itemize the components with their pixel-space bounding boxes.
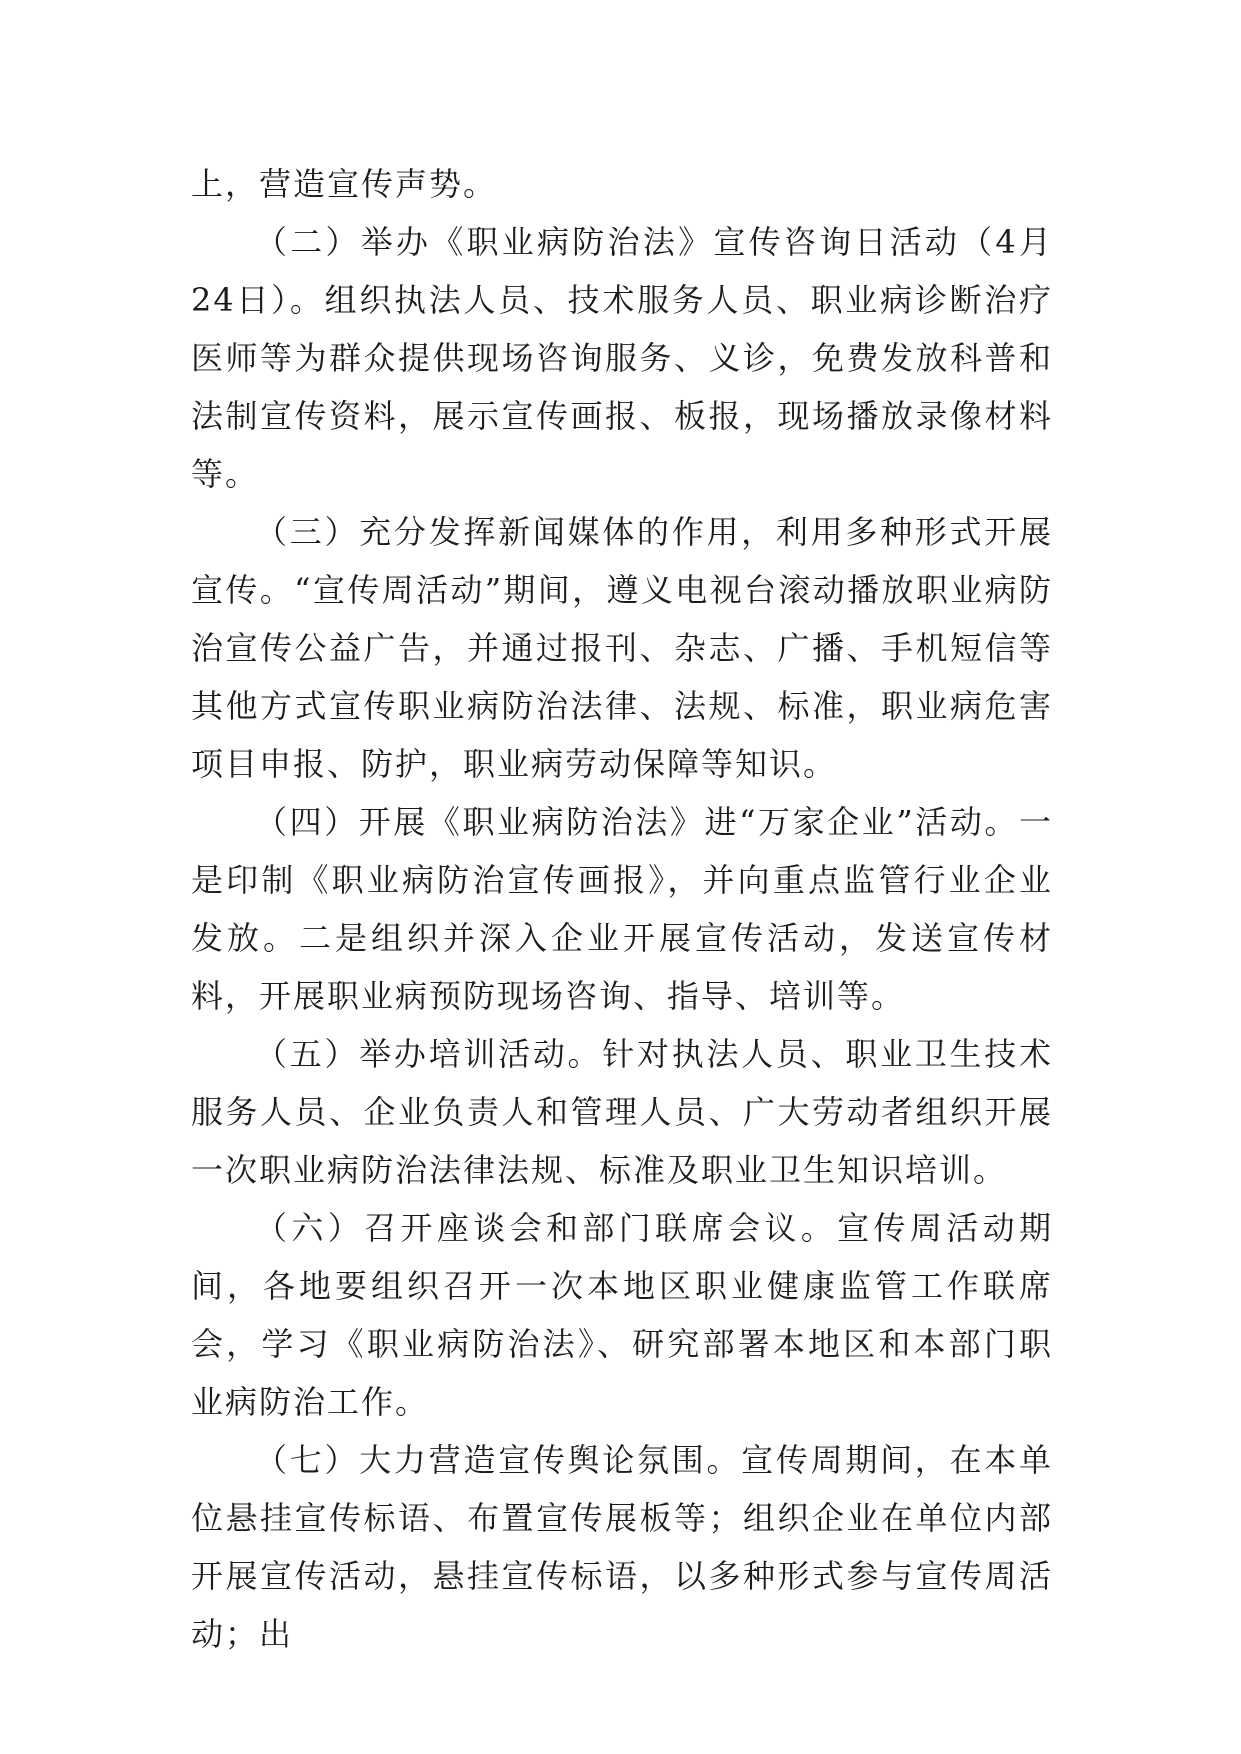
paragraph-item-7: （七）大力营造宣传舆论氛围。宣传周期间，在本单位悬挂宣传标语、布置宣传展板等；组织企业在单位内部开展宣传活动，悬挂宣传标语，以多种形式参与宣传周活动；出 [191, 1441, 1053, 1653]
paragraph-item-5: （五）举办培训活动。针对执法人员、职业卫生技术服务人员、企业负责人和管理人员、广大劳动者组织开展一次职业病防治法律法规、标准及职业卫生知识培训。 [191, 1035, 1053, 1189]
document-body [191, 155, 1053, 1663]
paragraph-continuation: 上，营造宣传声势。 [191, 165, 498, 203]
paragraph-item-3: （三）充分发挥新闻媒体的作用，利用多种形式开展宣传。“宣传周活动”期间，遵义电视台滚动播放职业病防治宣传公益广告，并通过报刊、杂志、广播、手机短信等其他方式宣传职业病防治法律、法规、标准，职业病危害项目申报、防护，职业病劳动保障等知识。 [191, 513, 1053, 783]
paragraph-item-2: （二）举办《职业病防治法》宣传咨询日活动（4月24日）。组织执法人员、技术服务人员、职业病诊断治疗医师等为群众提供现场咨询服务、义诊，免费发放科普和法制宣传资料，展示宣传画报、板报，现场播放录像材料等。 [191, 223, 1053, 493]
paragraph-item-4: （四）开展《职业病防治法》进“万家企业”活动。一是印制《职业病防治宣传画报》，并向重点监管行业企业发放。二是组织并深入企业开展宣传活动，发送宣传材料，开展职业病预防现场咨询、指导、培训等。 [191, 803, 1053, 1015]
paragraph-item-6: （六）召开座谈会和部门联席会议。宣传周活动期间，各地要组织召开一次本地区职业健康监管工作联席会，学习《职业病防治法》、研究部署本地区和本部门职业病防治工作。 [191, 1209, 1053, 1421]
